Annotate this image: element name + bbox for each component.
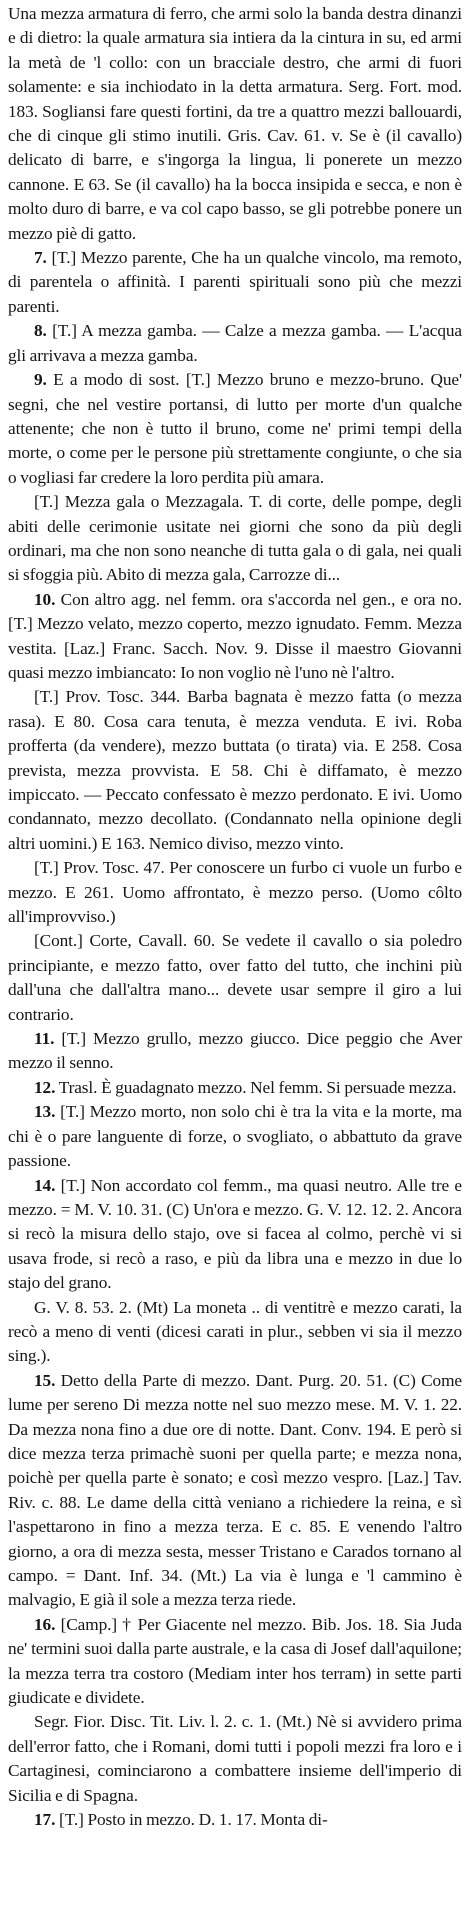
entry-number: 12. — [34, 1077, 56, 1097]
entry-number: 14. — [34, 1175, 56, 1195]
entry-text: [Camp.] † Per Giacente nel mezzo. Bib. Jos. 18. Sia Juda ne' termini suoi dalla parte australe, e la casa di Josef dall'aquilone; la mezza terra tra costoro (Mediam inter hos terram) in sette parti giudicate e dividete. — [8, 1614, 462, 1708]
entry-number: 16. — [34, 1614, 56, 1634]
entry-9 — [8, 368, 462, 490]
entry-text: [T.] Mezza gala o Mezzagala. T. di corte, delle pompe, degli abiti delle cerimonie usitate nei giorni che sono da più degli ordinari, ma che non sono neanche di tutta gala o di gala, nei quali si sfoggia più. Abito di mezza gala, Carrozze di... — [8, 492, 462, 585]
entry-10-sub-2 — [8, 856, 462, 929]
entry-number: 10. — [34, 589, 56, 609]
entry-number: 9. — [34, 370, 47, 390]
entry-10-sub-3 — [8, 929, 462, 1027]
paragraph-intro — [8, 2, 462, 246]
entry-15 — [8, 1369, 462, 1613]
entry-text: [T.] Mezzo morto, non solo chi è tra la vita e la morte, ma chi è o pare languente di forze, o svogliato, o abbattuto da grave passione. — [8, 1102, 462, 1171]
entry-12 — [8, 1076, 462, 1100]
entry-7 — [8, 246, 462, 319]
entry-16-sub — [8, 1710, 462, 1808]
entry-text: E a modo di sost. [T.] Mezzo bruno e mezzo-bruno. Que' segni, che nel vestire portansi, di lutto per morte d'un qualche attenente; che non è tutto il bruno, come ne' primi tempi della morte, o come per le persone più strettamente congiunte, o che sia o vogliasi far credere la loro perdita più amara. — [8, 370, 462, 487]
entry-text: [T.] Posto in mezzo. D. 1. 17. Monta di- — [59, 1810, 328, 1830]
entry-text: [T.] A mezza gamba. — Calze a mezza gamba. — L'acqua gli arrivava a mezza gamba. — [8, 321, 462, 365]
paragraph-text: Una mezza armatura di ferro, che armi solo la banda destra dinanzi e di dietro: la quale armatura sia intiera da la cintura in su, ed armi la metà de 'l collo: con un bracciale destro, che armi di fuori solamente: e sia inchiodato in la detta armatura. Serg. Fort. mod. 183. Sogliansi fare questi fortini, da tre a quattro mezzi ballouardi, che di cinque gli stimo inutili. Gris. Cav. 61. v. Se è (il cavallo) delicato di barre, e s'ingorga la lingua, li ponerete un mezzo cannone. E 63. Se (il cavallo) ha la bocca insipida e secca, e non è molto duro di barre, e va col capo basso, se gli potrebbe ponere un mezzo piè di gatto. — [8, 4, 462, 243]
entry-number: 17. — [34, 1810, 56, 1830]
entry-text: Detto della Parte di mezzo. Dant. Purg. 20. 51. (C) Come lume per sereno Di mezza notte nel suo mezzo mese. M. V. 1. 22. Da mezza nona fino a due ore di notte. Dant. Conv. 194. E però si dice mezza terza primachè suoni per quella parte; e mezza nona, poichè per quella parte è sonato; e così mezzo vespro. [Laz.] Tav. Riv. c. 88. Le dame della città veniano a richiedere la reina, e sì l'aspettarono in fino a mezza terza. E c. 85. E venendo l'altro giorno, a ora di mezza sesta, messer Tristano e Carados tornano al campo. = Dant. Inf. 34. (Mt.) La via è lunga e 'l cammino è malvagio, E già il sole a mezza terza riede. — [8, 1370, 462, 1610]
entry-10 — [8, 588, 462, 686]
entry-number: 11. — [34, 1029, 55, 1049]
entry-17 — [8, 1808, 462, 1832]
entry-text: [T.] Non accordato col femm., ma quasi neutro. Alle tre e mezzo. = M. V. 10. 31. (C) Un'ora e mezzo. G. V. 12. 12. 2. Ancora si recò la misura dello stajo, ove si facea al colmo, perchè vi si usava frode, si recò a raso, e più da libra una e mezzo in due lo stajo del grano. — [8, 1175, 462, 1293]
entry-text: [T.] Mezzo grullo, mezzo giucco. Dice peggio che Aver mezzo il senno. — [8, 1029, 462, 1073]
entry-13 — [8, 1100, 462, 1173]
entry-number: 13. — [34, 1102, 56, 1122]
entry-16 — [8, 1613, 462, 1711]
entry-text: [Cont.] Corte, Cavall. 60. Se vedete il cavallo o sia poledro principiante, e mezzo fatto, over fatto del tutto, che inchini più dall'una che dall'altra mano... devete usar sempre il giro a lui contrario. — [8, 931, 462, 1024]
entry-number: 8. — [34, 321, 47, 341]
entry-text: Trasl. È guadagnato mezzo. Nel femm. Si persuade mezza. — [58, 1077, 457, 1097]
entry-text: Segr. Fior. Disc. Tit. Liv. l. 2. c. 1. (Mt.) Nè si avvidero prima dell'error fatto, che i Romani, domi tutti i popoli mezzi fra loro e i Cartaginesi, cominciarono a combattere insieme dell'imperio di Sicilia e di Spagna. — [8, 1712, 462, 1805]
entry-10-sub-1 — [8, 685, 462, 856]
entry-14 — [8, 1174, 462, 1296]
entry-text: [T.] Prov. Tosc. 344. Barba bagnata è mezzo fatta (o mezza rasa). E 80. Cosa cara tenuta, è mezza venduta. E ivi. Roba profferta (da vendere), mezzo buttata (o tirata) via. E 258. Cosa prevista, mezza provvista. E 58. Chi è diffamato, è mezzo impiccato. — Peccato confessato è mezzo perdonato. E ivi. Uomo condannato, mezzo decollato. (Condannato nella opinione degli altri uomini.) E 163. Nemico diviso, mezzo vinto. — [8, 687, 462, 853]
entry-number: 7. — [34, 248, 47, 268]
entry-text: G. V. 8. 53. 2. (Mt) La moneta .. di ventitrè e mezzo carati, la recò a meno di venti (dicesi carati in plur., sebben vi sia il mezzo sing.). — [8, 1297, 462, 1366]
entry-text: Con altro agg. nel femm. ora s'accorda nel gen., e ora no. [T.] Mezzo velato, mezzo coperto, mezzo ignudato. Femm. Mezza vestita. [Laz.] Franc. Sacch. Nov. 9. Disse il maestro Giovanni quasi mezzo imbiancato: Io non voglio nè l'uno nè l'altro. — [8, 589, 462, 682]
entry-text: [T.] Prov. Tosc. 47. Per conoscere un furbo ci vuole un furbo e mezzo. E 261. Uomo affrontato, è mezzo perso. (Uomo côlto all'improvviso.) — [8, 858, 462, 927]
entry-8 — [8, 319, 462, 368]
entry-9-sub — [8, 490, 462, 588]
entry-11 — [8, 1027, 462, 1076]
entry-text: [T.] Mezzo parente, Che ha un qualche vincolo, ma remoto, di parentela o affinità. I parenti spirituali sono più che mezzi parenti. — [8, 248, 462, 316]
entry-number: 15. — [34, 1370, 56, 1390]
entry-14-sub — [8, 1296, 462, 1369]
